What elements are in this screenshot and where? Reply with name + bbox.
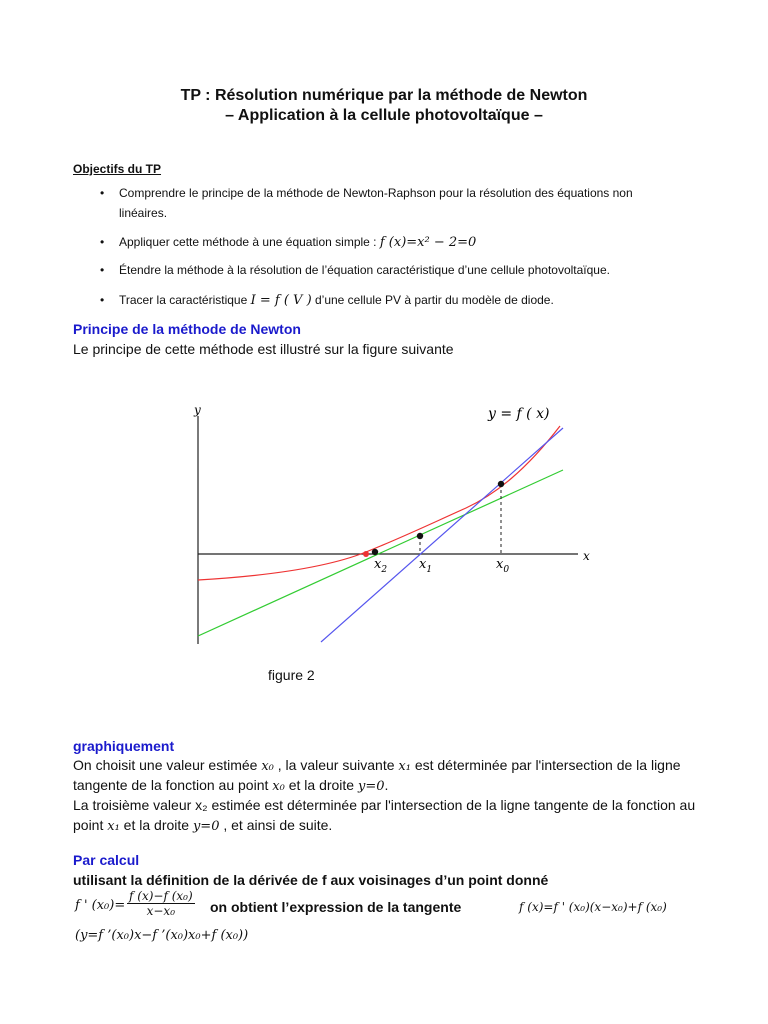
math-y0: y=0	[357, 779, 385, 794]
objective-text: Tracer la caractéristique I = f ( V ) d’une cellule PV à partir du modèle de diode.	[119, 293, 554, 308]
curve-label: y = f ( x)	[488, 406, 550, 422]
graphical-line-1: On choisit une valeur estimée x₀ , la valeur suivante x₁ est déterminée par l'intersection de la ligne	[73, 757, 681, 774]
page-subtitle: – Application à la cellule photovoltaïque –	[225, 107, 543, 124]
calc-heading: Par calcul	[73, 852, 140, 868]
graphical-line-2: tangente de la fonction au point x₀ et la droite y=0.	[73, 777, 389, 794]
objectives-heading: Objectifs du TP	[73, 162, 162, 176]
math-x0: x₀	[272, 779, 285, 794]
calc-subheading: utilisant la définition de la dérivée de f aux voisinages d’un point donné	[73, 872, 549, 888]
bullet-icon: •	[100, 235, 105, 249]
figure-caption: figure 2	[268, 667, 315, 683]
point-x0	[498, 481, 504, 487]
objective-text: Appliquer cette méthode à une équation simple : f (x)=x² − 2=0	[119, 235, 477, 250]
tangent-line-green	[198, 470, 563, 636]
x-axis-label: x	[583, 549, 590, 563]
derivative-line	[75, 889, 715, 923]
objective-text: Comprendre le principe de la méthode de Newton-Raphson pour la résolution des équations non linéaires.	[119, 186, 633, 220]
derivative-lhs: f ' (x₀)=	[75, 898, 126, 913]
math-y0: y=0	[192, 819, 220, 834]
point-x1	[417, 533, 423, 539]
principle-heading: Principe de la méthode de Newton	[73, 321, 301, 337]
graphical-heading: graphiquement	[73, 738, 175, 754]
fraction-denominator: x−x₀	[146, 904, 176, 918]
equation-inline: f (x)=x² − 2=0	[379, 235, 477, 250]
y-axis-label: y	[194, 403, 201, 417]
line-equation: (y=f ’(x₀)x−f ’(x₀)x₀+f (x₀))	[75, 928, 249, 943]
math-x1: x₁	[398, 759, 411, 774]
tangent-equation: f (x)=f ' (x₀)(x−x₀)+f (x₀)	[519, 900, 667, 914]
bullet-icon: •	[100, 263, 105, 277]
math-x1: x₁	[107, 819, 120, 834]
objective-text: Étendre la méthode à la résolution de l’équation caractéristique d’une cellule photovoltaïque.	[119, 263, 610, 277]
label-x0: $x_0$	[496, 557, 510, 575]
graphical-line-4: point x₁ et la droite y=0 , et ainsi de suite.	[73, 817, 333, 834]
label-x1: $x_1$	[419, 557, 433, 575]
page-title: TP : Résolution numérique par la méthode de Newton	[180, 87, 588, 104]
bullet-icon: •	[100, 186, 105, 200]
derivative-text: on obtient l’expression de la tangente	[210, 899, 462, 915]
newton-figure	[176, 398, 596, 650]
math-x0: x₀	[261, 759, 274, 774]
principle-intro: Le principe de cette méthode est illustré sur la figure suivante	[73, 341, 454, 357]
tangent-line-blue	[321, 428, 563, 642]
equation-inline: I = f ( V )	[250, 293, 312, 308]
label-x2: $x_2$	[374, 557, 388, 575]
bullet-icon: •	[100, 293, 105, 307]
fraction-numerator: f (x)−f (x₀)	[129, 889, 193, 903]
derivative-fraction	[127, 889, 195, 918]
graphical-line-3: La troisième valeur x₂ estimée est déterminée par l'intersection de la ligne tangente de la fonction au	[73, 797, 696, 813]
point-x2	[372, 549, 378, 555]
root-point	[363, 551, 369, 557]
